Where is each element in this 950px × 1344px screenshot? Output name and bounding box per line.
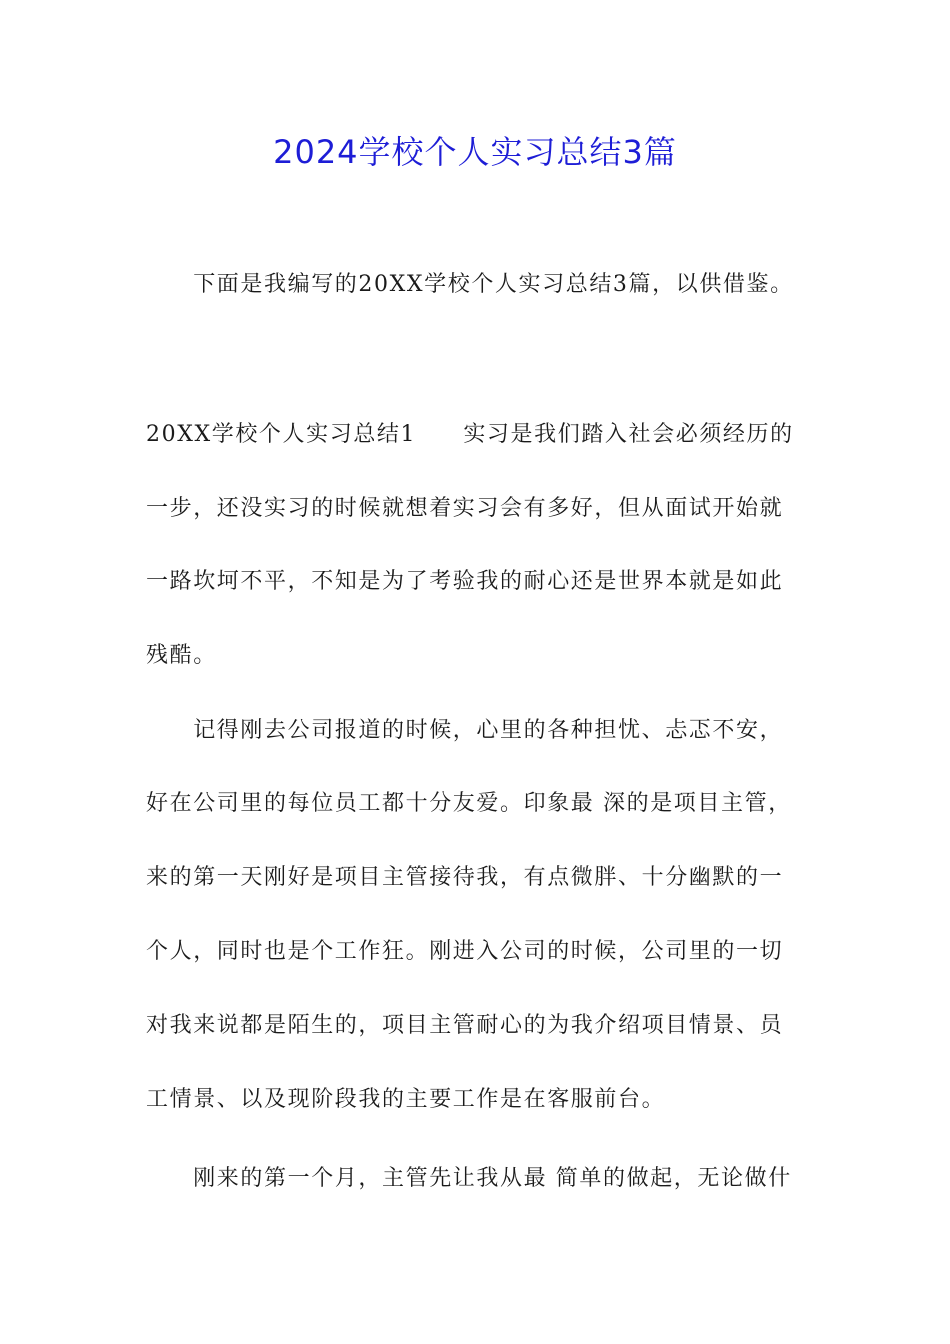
body-line: 对我来说都是陌生的，项目主管耐心的为我介绍项目情景、员 [146,1013,784,1038]
intro-paragraph [146,270,806,300]
body-line: 20XX学校个人实习总结1 实习是我们踏入社会必须经历的 [146,422,794,447]
body-line: 一路坎坷不平，不知是为了考验我的耐心还是世界本就是如此 [146,569,784,594]
body-line: 工情景、以及现阶段我的主要工作是在客服前台。 [146,1087,666,1112]
body-line: 好在公司里的每位员工都十分友爱。印象最 深的是项目主管， [146,791,792,816]
document-title: 2024学校个人实习总结3篇 [273,133,677,171]
body-line: 一步，还没实习的时候就想着实习会有多好，但从面试开始就 [146,496,784,521]
body-line: 残酷。 [146,643,217,668]
body-line: 记得刚去公司报道的时候，心里的各种担忧、忐忑不安， [146,718,784,743]
intro-text: 下面是我编写的20XX学校个人实习总结3篇，以供借鉴。 [193,272,794,297]
body-line: 刚来的第一个月，主管先让我从最 简单的做起，无论做什 [146,1166,792,1191]
body-line: 个人，同时也是个工作狂。刚进入公司的时候，公司里的一切 [146,939,784,964]
body-line: 来的第一天刚好是项目主管接待我，有点微胖、十分幽默的一 [146,865,784,890]
